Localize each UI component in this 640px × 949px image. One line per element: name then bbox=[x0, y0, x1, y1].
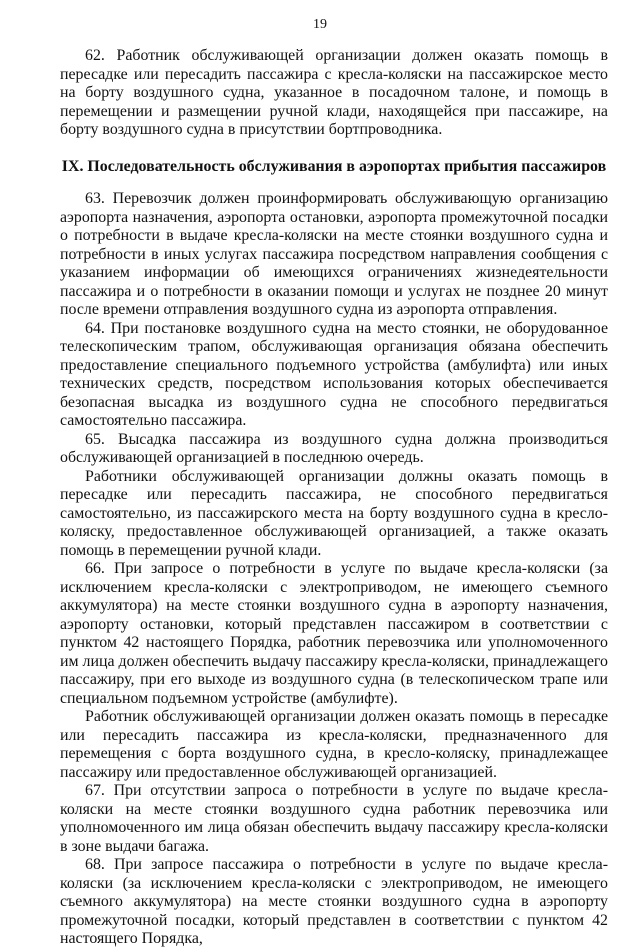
paragraph-65-cont: Работники обслуживающей организации должны оказать помощь в пересадке или пересадить пассажира, не способного передвигаться самостоятельно, из пассажирского места на борту воздушного судна в кресло-коляску, предоставленное обслуживающей организацией, а также оказать помощь в перемещении ручной клади. bbox=[60, 467, 608, 559]
section-heading: IX. Последовательность обслуживания в аэропортах прибытия пассажиров bbox=[61, 157, 607, 175]
document-body bbox=[60, 47, 608, 949]
paragraph-66-cont: Работник обслуживающей организации должен оказать помощь в пересадке или пересадить пассажира из кресла-коляски, предназначенного для перемещения с борта воздушного судна, в кресло-коляску, принадлежащее пассажиру или предоставленное обслуживающей организацией. bbox=[60, 708, 608, 781]
page-number: 19 bbox=[313, 17, 327, 32]
paragraph-65: 65. Высадка пассажира из воздушного судна должна производиться обслуживающей организацией в последнюю очередь. bbox=[60, 430, 608, 466]
paragraph-67: 67. При отсутствии запроса о потребности в услуге по выдаче кресла-коляски на месте стоянки воздушного судна работник перевозчика или уполномоченного им лица обязан обеспечить выдачу пассажиру кресла-коляски в зоне выдачи багажа. bbox=[60, 782, 608, 855]
paragraph-63: 63. Перевозчик должен проинформировать обслуживающую организацию аэропорта назначения, аэропорта остановки, аэропорта промежуточной посадки о потребности в выдаче кресла-коляски на месте стоянки воздушного судна и потребности в иных услугах пассажира посредством направления сообщения с указанием информации об имеющихся ограничениях жизнедеятельности пассажира и о потребности в оказании помощи и услугах не позднее 20 минут после времени отправления воздушного судна из аэропорта отправления. bbox=[60, 190, 608, 318]
paragraph-62: 62. Работник обслуживающей организации должен оказать помощь в пересадке или пересадить пассажира с кресла-коляски на пассажирское место на борту воздушного судна, указанное в посадочном талоне, и помощь в перемещении и размещении ручной клади, находящейся при пассажире, на борту воздушного судна в присутствии бортпроводника. bbox=[60, 47, 608, 138]
paragraph-68: 68. При запросе пассажира о потребности в услуге по выдаче кресла-коляски (за исключением кресла-коляски с электроприводом, не имеющего съемного аккумулятора) на месте стоянки воздушного судна в аэропорту промежуточной посадки, который представлен в соответствии с пунктом 42 настоящего Порядка, bbox=[60, 856, 608, 947]
paragraph-64: 64. При постановке воздушного судна на место стоянки, не оборудованное телескопическим трапом, обслуживающая организация обязана обеспечить предоставление специального подъемного устройства (амбулифта) или иных технических средств, посредством использования которых обеспечивается безопасная высадка из воздушного судна не способного передвигаться самостоятельно пассажира. bbox=[60, 319, 608, 429]
paragraph-66: 66. При запросе о потребности в услуге по выдаче кресла-коляски (за исключением кресла-коляски с электроприводом, не имеющего съемного аккумулятора) на месте стоянки воздушного судна в аэропорту назначения, аэропорту остановки, который представлен пассажиром в соответствии с пунктом 42 настоящего Порядка, работник перевозчика или уполномоченного им лица должен обеспечить выдачу пассажиру кресла-коляски, принадлежащего пассажиру, при его выходе из воздушного судна (в телескопическом трапе или специальном подъемном устройстве (амбулифте). bbox=[60, 560, 608, 707]
